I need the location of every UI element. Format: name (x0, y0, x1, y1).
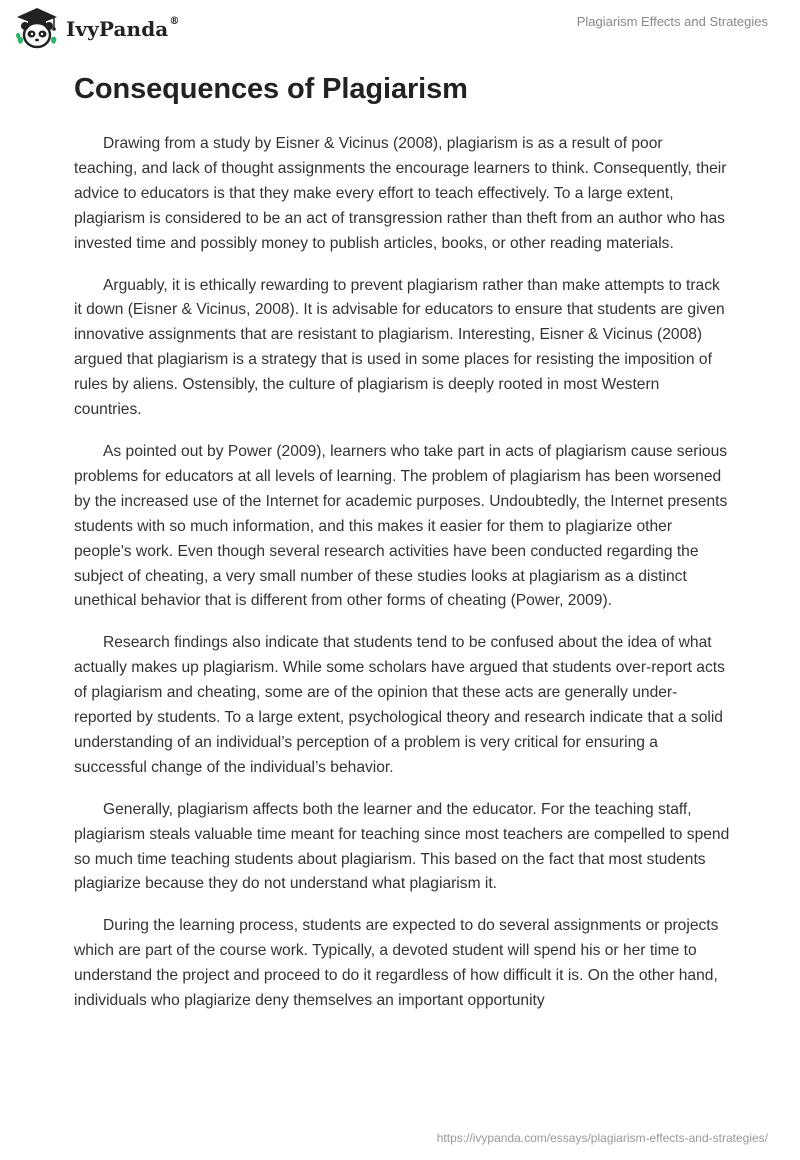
paragraph: Arguably, it is ethically rewarding to prevent plagiarism rather than make attempts to track it down (Eisner & Vicinus, 2008). It is advisable for educators to ensure that students are given innovative assignments that are resistant to plagiarism. Interesting, Eisner & Vicinus (2008) argued that plagiarism is a strategy that is used in some places for resisting the imposition of rules by aliens. Ostensibly, the culture of plagiarism is deeply rooted in most Western countries. (74, 276, 725, 419)
ivypanda-logo[interactable] (14, 6, 179, 50)
article-body (74, 132, 730, 1031)
document-title: Plagiarism Effects and Strategies (576, 14, 768, 29)
registered-mark: ® (169, 16, 180, 27)
paragraph: As pointed out by Power (2009), learners who take part in acts of plagiarism cause serious problems for educators at all levels of learning. The problem of plagiarism has been worsened by the increased use of the Internet for academic purposes. Undoubtedly, the Internet presents students with so much information, and this makes it easier for them to plagiarize other people's work. Even though several research activities have been conducted regarding the subject of cheating, a very small number of these studies looks at plagiarism as a distinct unethical behavior that is different from other forms of cheating (Power, 2009). (74, 442, 728, 610)
paragraph: Generally, plagiarism affects both the learner and the educator. For the teaching staff, plagiarism steals valuable time meant for teaching since most teachers are compelled to spend so much time teaching students about plagiarism. This based on the fact that most students plagiarize because they do not understand what plagiarism it. (74, 800, 730, 893)
logo-text: IvyPanda (66, 17, 169, 41)
page-header (0, 0, 800, 60)
paragraph: During the learning process, students are expected to do several assignments or projects which are part of the course work. Typically, a devoted student will spend his or her time to understand the project and proceed to do it regardless of how difficult it is. On the other hand, individuals who plagiarize deny themselves an important opportunity (74, 917, 719, 1010)
paragraph: Drawing from a study by Eisner & Vicinus (2008), plagiarism is as a result of poor teaching, and lack of thought assignments the encourage learners to think. Consequently, their advice to educators is that they make every effort to teach effectively. To a large extent, plagiarism is considered to be an act of transgression rather than theft from an author who has invested time and possibly money to publish articles, books, or other reading materials. (74, 135, 727, 252)
logo-wordmark (66, 16, 180, 41)
paragraph: Research findings also indicate that students tend to be confused about the idea of what actually makes up plagiarism. While some scholars have argued that students over-report acts of plagiarism and cheating, some are of the opinion that these acts are generally under-reported by students. To a large extent, psychological theory and research indicate that a solid understanding of an individual’s perception of a problem is very critical for ensuring a successful change of the individual’s behavior. (74, 634, 725, 776)
source-url[interactable]: https://ivypanda.com/essays/plagiarism-effects-and-strategies/ (436, 1131, 768, 1145)
panda-graduate-icon (14, 6, 60, 50)
article-heading: Consequences of Plagiarism (74, 73, 468, 105)
